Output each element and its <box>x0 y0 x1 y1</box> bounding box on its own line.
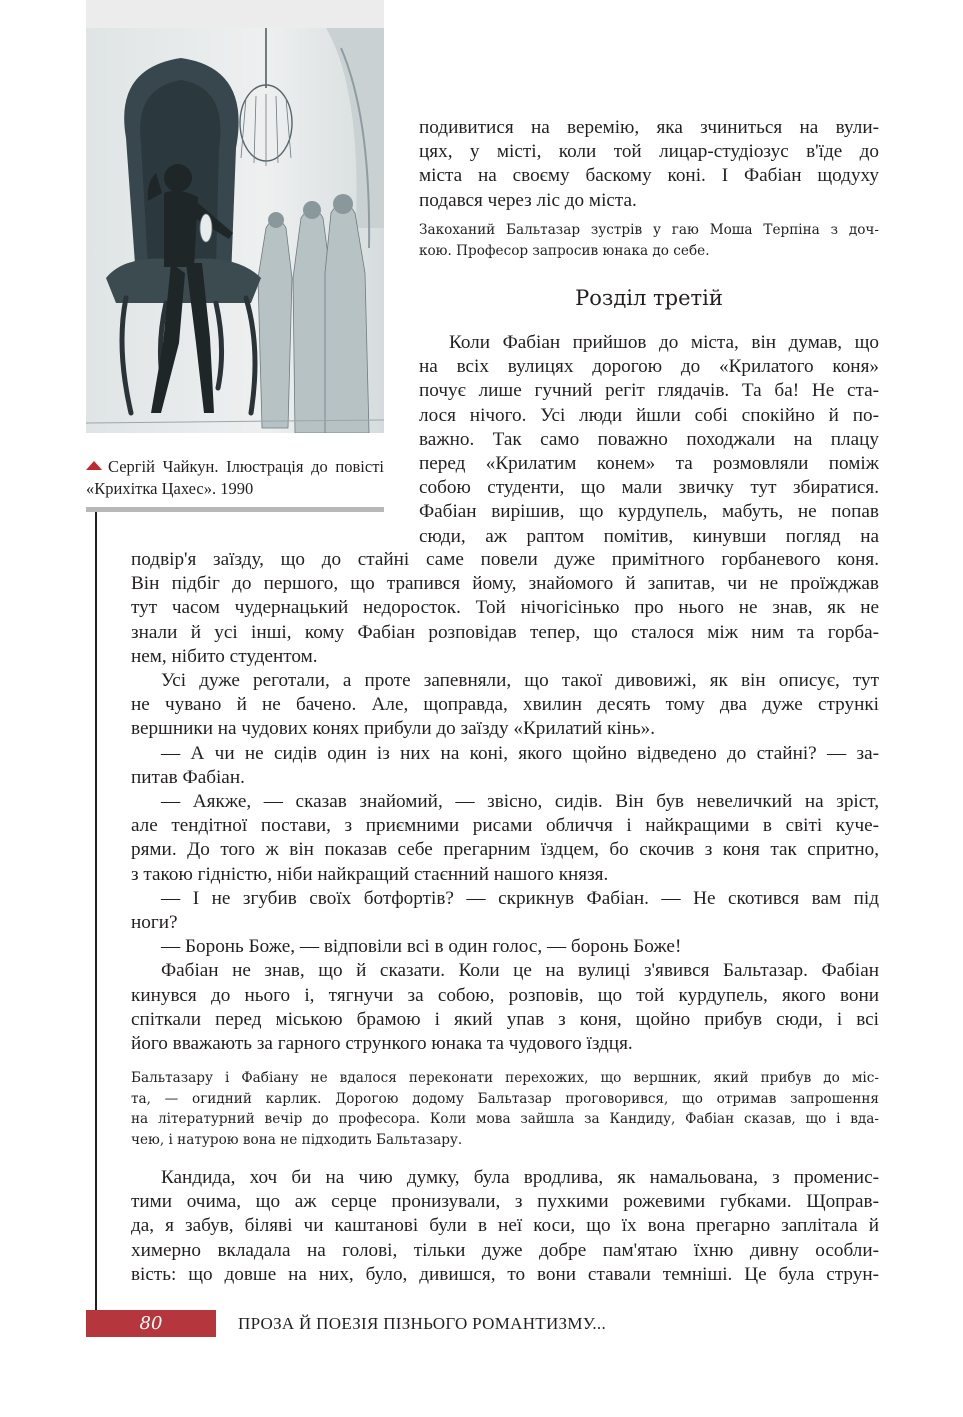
text-line: — А чи не сидів один із них на коні, якого щойно відведено до стайні? — за- <box>161 742 879 764</box>
paragraph-2-continued <box>131 548 879 1056</box>
summary-line: та, — огидний карлик. Дорогою додому Бальтазар проговорився, що отримав запрошення <box>131 1090 879 1107</box>
text-line: важно. Так само поважно походжали на плацу <box>419 428 879 450</box>
summary-line: кою. Професор запросив юнака до себе. <box>419 242 710 259</box>
text-line: з такою гідністю, ніби найкращий стаєнний нашого князя. <box>131 863 609 885</box>
margin-vertical-rule <box>95 512 97 1310</box>
text-line: Фабіан не знав, що й сказати. Коли це на вулиці з'явився Бальтазар. Фабіан <box>161 960 879 982</box>
caption-divider <box>86 507 384 512</box>
text-line: знали й усі інші, кому Фабіан розповідав тепер, що сталося між ним та горба- <box>131 621 879 643</box>
running-footer-title: ПРОЗА Й ПОЕЗІЯ ПІЗНЬОГО РОМАНТИЗМУ... <box>238 1314 606 1333</box>
text-line: але тендітної постави, з приємними рисами обличчя і найкращими в світі куче- <box>131 815 879 837</box>
text-line: вість: що довше на них, було, дивишся, то вони ставали темніші. Це була струн- <box>131 1263 879 1285</box>
page-number: 80 <box>86 1310 216 1337</box>
text-line: на всіх вулицях дорогою до «Крилатого коня» <box>419 356 879 378</box>
text-line: нем, нібито студентом. <box>131 645 318 667</box>
text-line: — Боронь Боже, — відповіли всі в один голос, — боронь Боже! <box>161 936 682 958</box>
text-line: Він підбіг до першого, що трапився йому, знайомого й запитав, чи не проїжджав <box>131 573 879 595</box>
text-line: міста на своєму баскому коні. І Фабіан щодуху <box>419 165 879 187</box>
text-line: — І не згубив своїх ботфортів? — скрикнув Фабіан. — Не скотився вам під <box>161 887 879 909</box>
text-line: Усі дуже реготали, а проте запевняли, що такої дивовижі, як він описує, тут <box>161 670 879 692</box>
text-line: рями. До того ж він показав себе прегарним їздцем, бо скочив з коня так спритно, <box>131 839 879 861</box>
text-line: сюди, аж раптом помітив, кинувши погляд на <box>419 525 879 547</box>
text-line: не чувано й не бачено. Але, щоправда, хвилин десять тому два дуже стрункі <box>131 694 879 716</box>
text-line: цях, у місті, коли той лицар-студіозус в'їде до <box>419 141 879 163</box>
text-line: питав Фабіан. <box>131 766 245 788</box>
text-line: ноги? <box>131 912 178 934</box>
text-line: Коли Фабіан прийшов до міста, він думав, що <box>449 332 879 353</box>
text-line: Фабіан вирішив, що курдупель, мабуть, не попав <box>419 501 879 523</box>
summary-line: на літературний вечір до професора. Коли мова зайшла за Кандиду, Фабіан сказав, що і вда- <box>131 1111 879 1127</box>
text-line: подивитися на веремію, яка зчиниться на вули- <box>419 117 879 138</box>
text-line: вершники на чудових конях прибули до заїзду «Крилатий кінь». <box>131 718 656 740</box>
summary-2 <box>131 1068 879 1150</box>
summary-line: чею, і натурою вона не підходить Бальтазару. <box>131 1131 463 1148</box>
text-line: Кандида, хоч би на чию думку, була вродлива, як намальована, з променис- <box>161 1167 879 1188</box>
summary-line: Закоханий Бальтазар зустрів у гаю Моша Терпіна з доч- <box>419 222 879 238</box>
text-line: подався через ліс до міста. <box>419 189 637 211</box>
text-line: кинувся до нього і, тягнучи за собою, розповів, що той курдупель, якого вони <box>131 984 879 1006</box>
paragraph-1 <box>419 116 879 213</box>
text-line: почує лише гучний регіт глядачів. Та ба! Не ста- <box>419 380 879 402</box>
text-line: перед «Крилатим конем» та розмовляли поміж <box>419 453 879 475</box>
text-line: тут часом чудернацький недоросток. Той нічогісінько про нього не знав, як не <box>131 597 879 619</box>
paragraph-2 <box>419 331 879 549</box>
illustration-caption <box>86 456 384 500</box>
text-line: тими очима, що аж серце пронизували, з пухкими рожевими губками. Щопрaв- <box>131 1191 879 1213</box>
caption-text: Сергій Чайкун. Ілюстрація до повісті «Крихітка Цахес». 1990 <box>86 457 384 498</box>
summary-1 <box>419 220 879 261</box>
illustration-image <box>86 28 384 433</box>
text-line: лося нічого. Усі люди йшли собі спокійно й по- <box>419 404 879 426</box>
paragraph-9 <box>131 1166 879 1287</box>
text-line: да, я забув, біляві чи каштанові були в неї коси, що їх вона прегарно заплітала й <box>131 1215 879 1237</box>
chapter-heading: Розділ третій <box>575 286 723 310</box>
caption-triangle-icon <box>86 461 102 470</box>
summary-line: Бальтазару і Фабіану не вдалося переконати перехожих, що вершник, який прибув до міс- <box>131 1070 879 1086</box>
text-line: спіткали перед міською брамою і який упав з коня, щойно прибув сюди, і всі <box>131 1008 879 1030</box>
text-line: собою студенти, що мали звичку тут збиратися. <box>419 477 879 499</box>
top-gray-band <box>86 0 384 28</box>
text-line: — Аякже, — сказав знайомий, — звісно, сидів. Він був невеличкий на зріст, <box>161 791 879 813</box>
text-line: химерно вкладала на голові, тільки дуже добре пам'ятаю їхню дивну особли- <box>131 1239 879 1261</box>
text-line: подвір'я заїзду, що до стайні саме повели дуже примітного горбаневого коня. <box>131 549 879 570</box>
text-line: його вважають за гарного стрункого юнака та чудового їздця. <box>131 1033 633 1055</box>
